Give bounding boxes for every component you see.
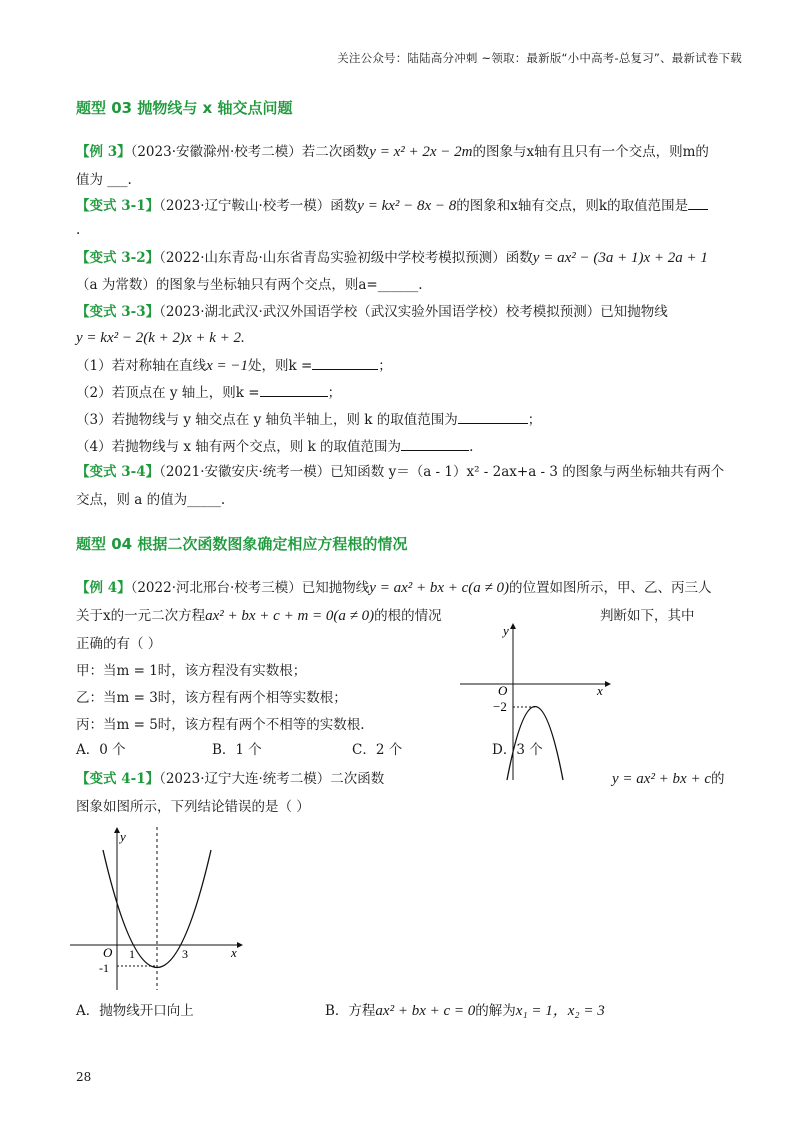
x-axis-arrow bbox=[605, 681, 611, 687]
answer-blank bbox=[688, 195, 708, 210]
tick-label-minus1: -1 bbox=[99, 961, 109, 975]
variant-text: （2023·湖北武汉·武汉外国语学校（武汉实验外国语学校）校考模拟预测）已知抛物线 bbox=[159, 304, 668, 320]
answer-blank bbox=[312, 355, 378, 370]
example-text: 的位置如图所示，甲、乙、丙三人 bbox=[509, 580, 712, 596]
question-text: （2）若顶点在 y 轴上，则k = bbox=[76, 385, 260, 401]
example-4-graph bbox=[455, 615, 625, 785]
variant-4-1-line2: 图象如图所示，下列结论错误的是（ ） bbox=[76, 799, 310, 815]
tick-label-3: 3 bbox=[182, 947, 188, 961]
option-c: C．2 个 bbox=[352, 742, 403, 758]
formula: y = ax² + bx + c bbox=[612, 771, 711, 787]
formula: y = kx² − 2(k + 2)x + k + 2. bbox=[76, 330, 245, 346]
variant-tag: 【变式 4-1】 bbox=[76, 771, 160, 787]
option-a: A．0 个 bbox=[76, 742, 126, 758]
example-3 bbox=[76, 142, 709, 162]
variant-text: （2023·辽宁大连·统考二模）二次函数 bbox=[159, 771, 385, 787]
variant-4-1-right bbox=[612, 769, 725, 789]
example-source: （2022·河北邢台·校考三模）已知抛物线 bbox=[130, 580, 370, 596]
variant-tag: 【变式 3-4】 bbox=[76, 464, 160, 480]
variant-text: （2023·辽宁鞍山·校考一模）函数 bbox=[159, 198, 358, 214]
example-text: 的图象与x轴有且只有一个交点，则m的 bbox=[472, 144, 709, 160]
statement-jia: 甲：当m = 1时，该方程没有实数根； bbox=[76, 663, 307, 679]
x-label: x bbox=[231, 945, 237, 960]
example-4 bbox=[76, 578, 712, 598]
variant-3-2-line2: （a 为常数）的图象与坐标轴只有两个交点，则a=______. bbox=[76, 277, 423, 293]
question-text: （3）若抛物线与 y 轴交点在 y 轴负半轴上，则 k 的取值范围为 bbox=[76, 412, 458, 428]
example-source: （2023·安徽滁州·校考二模）若二次函数 bbox=[130, 144, 370, 160]
section-title-03: 题型 03 抛物线与 x 轴交点问题 bbox=[76, 99, 293, 117]
x-axis-arrow bbox=[237, 942, 243, 948]
statement-bing: 丙：当m = 5时，该方程有两个不相等的实数根. bbox=[76, 717, 365, 733]
formula: x₁ = 1，x₂ = 3 bbox=[515, 1003, 605, 1019]
origin-label: O bbox=[498, 683, 508, 698]
variant-3-4-line2: 交点，则 a 的值为_____. bbox=[76, 492, 226, 508]
question-1: （1）若对称轴在直线x = −1处，则k = ； bbox=[76, 355, 392, 376]
page-number: 28 bbox=[76, 1070, 92, 1084]
option-text: B．方程 bbox=[325, 1003, 376, 1019]
formula: ax² + bx + c = 0 bbox=[375, 1003, 476, 1019]
example-text: 关于x的一元二次方程 bbox=[76, 608, 206, 624]
statement-yi: 乙：当m = 3时，该方程有两个相等实数根； bbox=[76, 690, 347, 706]
variant-text: 的 bbox=[711, 771, 725, 787]
variant-tag: 【变式 3-3】 bbox=[76, 304, 160, 320]
variant-text: （2022·山东青岛·山东省青岛实验初级中学校考模拟预测）函数 bbox=[159, 250, 533, 266]
answer-blank bbox=[260, 382, 328, 397]
tick-label-1: 1 bbox=[129, 947, 135, 961]
variant-3-2 bbox=[76, 248, 708, 268]
variant-text: 的图象和x轴有交点，则k的取值范围是 bbox=[456, 198, 689, 214]
formula: y = kx² − 8x − 8 bbox=[357, 198, 457, 214]
variant-4-1 bbox=[76, 769, 384, 789]
example-tag: 【例 3】 bbox=[76, 144, 131, 160]
question-2: （2）若顶点在 y 轴上，则k = ； bbox=[76, 382, 341, 403]
question-text: 处，则k = bbox=[248, 358, 313, 374]
page-header: 关注公众号：陆陆高分冲刺 ~领取：最新版“小中高考-总复习”、最新试卷下载 bbox=[337, 51, 742, 65]
variant-3-1 bbox=[76, 195, 708, 216]
vertex-label: −2 bbox=[493, 699, 507, 714]
y-axis-arrow bbox=[510, 623, 516, 629]
origin-label: O bbox=[103, 945, 113, 960]
example-text: 的根的情况 bbox=[374, 608, 442, 624]
parabola-curve bbox=[507, 707, 563, 781]
example-4-line2-right: 判断如下，其中 bbox=[600, 608, 695, 624]
y-label: y bbox=[503, 623, 509, 638]
question-text: （4）若抛物线与 x 轴有两个交点，则 k 的取值范围为 bbox=[76, 439, 402, 455]
example-3-line2: 值为 ___. bbox=[76, 172, 132, 188]
variant-tag: 【变式 3-2】 bbox=[76, 250, 160, 266]
y-label: y bbox=[120, 829, 126, 844]
formula: y = ax² + bx + c(a ≠ 0) bbox=[369, 580, 510, 596]
formula: y = x² + 2x − 2m bbox=[369, 144, 473, 160]
formula: y = ax² − (3a + 1)x + 2a + 1 bbox=[532, 250, 708, 266]
answer-blank bbox=[458, 409, 528, 424]
option-b bbox=[325, 1001, 605, 1021]
formula: ax² + bx + c + m = 0(a ≠ 0) bbox=[205, 608, 375, 624]
question-3: （3）若抛物线与 y 轴交点在 y 轴负半轴上，则 k 的取值范围为 ； bbox=[76, 409, 541, 430]
variant-tag: 【变式 3-1】 bbox=[76, 198, 160, 214]
variant-4-1-graph bbox=[65, 825, 255, 995]
variant-text: （2021·安徽安庆·统考一模）已知函数 y＝（a - 1）x² - 2ax+a - 3 的图象与两坐标轴共有两个 bbox=[159, 464, 725, 480]
variant-3-1-end: . bbox=[76, 222, 81, 238]
x-label: x bbox=[597, 683, 603, 698]
answer-blank bbox=[401, 436, 469, 451]
option-d: D．3 个 bbox=[492, 742, 543, 758]
option-a: A．抛物线开口向上 bbox=[76, 1003, 194, 1019]
formula: x = −1 bbox=[206, 358, 248, 374]
example-4-line3: 正确的有（ ） bbox=[76, 636, 162, 652]
variant-3-3 bbox=[76, 302, 668, 322]
example-4-line2 bbox=[76, 606, 442, 626]
option-b: B．1 个 bbox=[212, 742, 262, 758]
question-4: （4）若抛物线与 x 轴有两个交点，则 k 的取值范围为 . bbox=[76, 436, 473, 457]
section-title-04: 题型 04 根据二次函数图象确定相应方程根的情况 bbox=[76, 535, 408, 553]
option-text: 的解为 bbox=[475, 1003, 516, 1019]
example-tag: 【例 4】 bbox=[76, 580, 131, 596]
question-text: （1）若对称轴在直线 bbox=[76, 358, 207, 374]
variant-3-4 bbox=[76, 462, 724, 482]
